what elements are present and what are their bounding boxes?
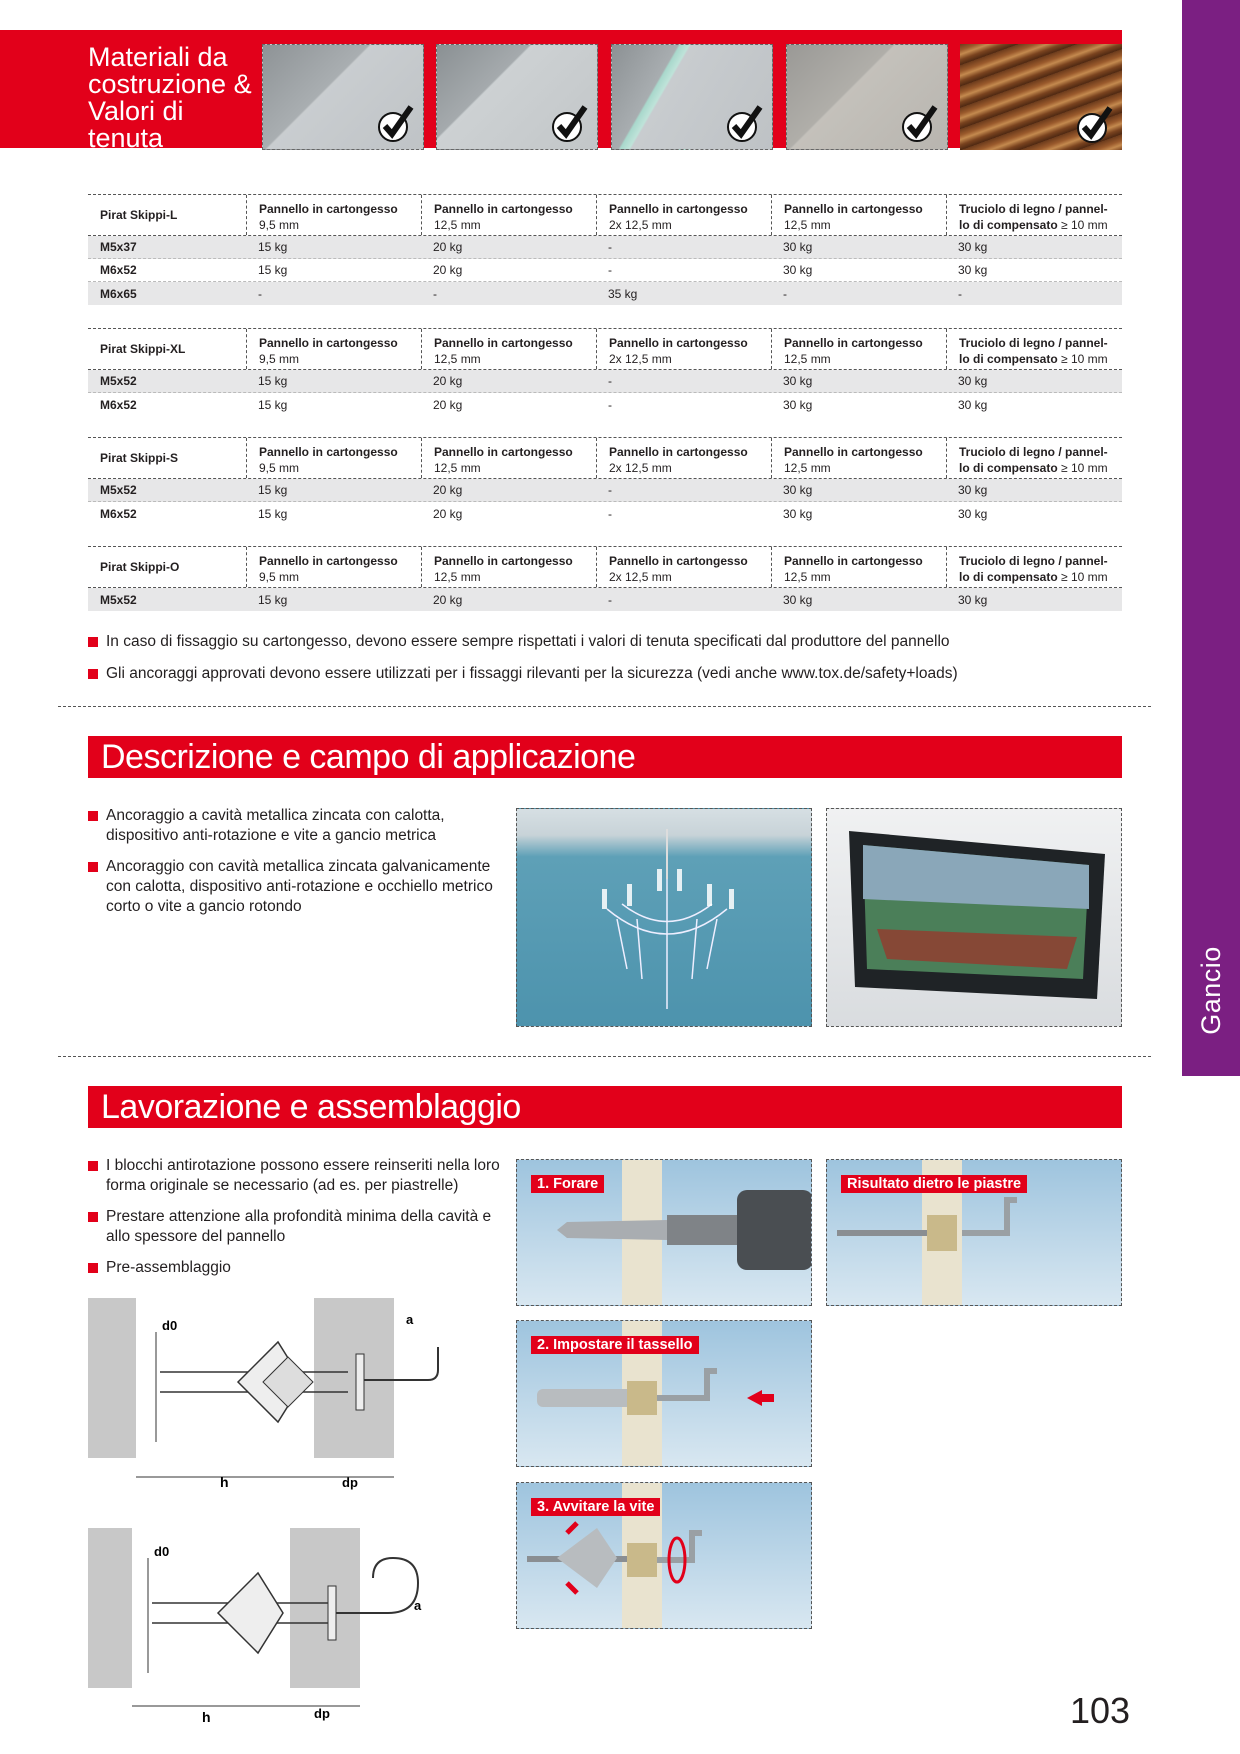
tv-photo	[826, 808, 1122, 1027]
table-row: M6x52 15 kg 20 kg - 30 kg 30 kg	[100, 506, 988, 521]
svg-text:d0: d0	[154, 1544, 170, 1559]
bullet-icon	[88, 811, 98, 821]
note-item: Gli ancoraggi approvati devono essere utilizzati per i fissaggi rilevanti per la sicurezza (vedi anche www.tox.de/safety+loads)	[88, 658, 1128, 690]
svg-text:dp: dp	[314, 1706, 330, 1721]
bullet-icon	[88, 1263, 98, 1273]
step-screw	[516, 1482, 812, 1629]
material-tile-chipboard	[786, 44, 948, 150]
section-title-assembly: Lavorazione e assemblaggio	[88, 1086, 1122, 1128]
bullet-icon	[88, 637, 98, 647]
table-header: Pirat Skippi-XL Pannello in cartongesso 9,5 mm Pannello in cartongesso 12,5 mm Pannello in cartongesso 2x 12,5 mm Pannello in cartongesso 12,5 mm Truciolo di legno / pannel- lo di compensato ≥ 10 mm	[88, 328, 1122, 370]
description-list	[88, 806, 508, 928]
load-table-skippi-s	[88, 437, 1122, 525]
step-label: 3. Avvitare la vite	[531, 1498, 660, 1516]
note-item: In caso di fissaggio su cartongesso, devono essere sempre rispettati i valori di tenuta specificati dal produttore del pannello	[88, 626, 1128, 658]
tv-image	[827, 809, 1122, 1027]
svg-text:a: a	[406, 1312, 414, 1327]
svg-text:d0: d0	[162, 1318, 178, 1333]
table-row: M5x37 15 kg 20 kg - 30 kg 30 kg	[88, 236, 1122, 259]
list-item: I blocchi antirotazione possono essere reinseriti nella loro forma originale se necessario (ad es. per piastrelle)	[88, 1156, 508, 1196]
table-row: M5x52 15 kg 20 kg - 30 kg 30 kg	[88, 588, 1122, 611]
material-tile-wood	[960, 44, 1122, 150]
eye-hook-dimension-diagram	[88, 1528, 468, 1728]
step-label: 2. Impostare il tassello	[531, 1336, 699, 1354]
section-title-description: Descrizione e campo di applicazione	[88, 736, 1122, 778]
product-name: Pirat Skippi-XL	[100, 342, 186, 356]
list-item: Prestare attenzione alla profondità minima della cavità e allo spessore del pannello	[88, 1207, 508, 1247]
table-header	[88, 194, 1122, 236]
svg-text:a: a	[414, 1598, 422, 1613]
chandelier-photo	[516, 808, 812, 1027]
side-tab	[1182, 0, 1240, 1076]
load-table-skippi-xl	[88, 328, 1122, 416]
check-icon	[1074, 104, 1114, 144]
svg-text:dp: dp	[342, 1475, 358, 1490]
material-tile-plasterboard-9-5	[262, 44, 424, 150]
step-result	[826, 1159, 1122, 1306]
product-name: Pirat Skippi-S	[100, 451, 179, 465]
check-icon	[375, 103, 415, 143]
header-title: Materiali da costruzione & Valori di tenuta	[88, 42, 252, 153]
list-item: Pre-assemblaggio	[88, 1258, 508, 1278]
chandelier-image	[517, 809, 812, 1027]
hook-dimension-diagram	[88, 1292, 468, 1492]
column-header: Pannello in cartongesso 12,5 mm	[771, 195, 946, 235]
page-number: 103	[1070, 1690, 1131, 1731]
bullet-icon	[88, 1212, 98, 1222]
step-label: Risultato dietro le piastre	[841, 1175, 1027, 1193]
bullet-icon	[88, 1161, 98, 1171]
product-name: Pirat Skippi-O	[100, 560, 180, 574]
product-name: Pirat Skippi-L	[100, 208, 178, 222]
table-row: M5x52 15 kg 20 kg - 30 kg 30 kg	[88, 479, 1122, 502]
list-item: Ancoraggio con cavità metallica zincata galvanicamente con calotta, dispositivo anti-rotazione e occhiello metrico corto o vite a gancio rotondo	[88, 857, 508, 917]
assembly-list	[88, 1156, 508, 1289]
list-item: Ancoraggio a cavità metallica zincata con calotta, dispositivo anti-rotazione e vite a gancio metrica	[88, 806, 508, 846]
table-header: Pirat Skippi-S Pannello in cartongesso 9,5 mm Pannello in cartongesso 12,5 mm Pannello in cartongesso 2x 12,5 mm Pannello in cartongesso 12,5 mm Truciolo di legno / pannel- lo di compensato ≥ 10 mm	[88, 437, 1122, 479]
bullet-icon	[88, 669, 98, 679]
column-header: Pannello in cartongesso 9,5 mm	[246, 195, 421, 235]
table-row: M6x52 15 kg 20 kg - 30 kg 30 kg	[88, 259, 1122, 282]
bullet-icon	[88, 862, 98, 872]
svg-text:h: h	[202, 1709, 211, 1725]
table-header: Pirat Skippi-O Pannello in cartongesso 9,5 mm Pannello in cartongesso 12,5 mm Pannello in cartongesso 2x 12,5 mm Pannello in cartongesso 12,5 mm Truciolo di legno / pannel- lo di compensato ≥ 10 mm	[88, 546, 1122, 588]
table-row: M6x65 - - 35 kg - -	[88, 282, 1122, 305]
table-row: M6x52 15 kg 20 kg - 30 kg 30 kg	[100, 397, 988, 412]
notes	[88, 626, 1128, 690]
check-icon	[724, 103, 764, 143]
step-set-anchor	[516, 1320, 812, 1467]
divider	[58, 706, 1151, 707]
column-header: Pannello in cartongesso 2x 12,5 mm	[596, 195, 771, 235]
svg-text:h: h	[220, 1474, 229, 1490]
step-drill	[516, 1159, 812, 1306]
divider	[58, 1056, 1151, 1057]
step-label: 1. Forare	[531, 1175, 604, 1193]
column-header: Truciolo di legno / pannel- lo di compensato ≥ 10 mm	[946, 195, 1122, 235]
material-tile-plasterboard-double	[611, 44, 773, 150]
check-icon	[899, 103, 939, 143]
column-header: Pannello in cartongesso 12,5 mm	[421, 195, 596, 235]
load-table-skippi-l	[88, 194, 1122, 305]
material-tile-plasterboard-12-5	[436, 44, 598, 150]
side-tab-label: Gancio	[1195, 945, 1226, 1035]
table-row: M5x52 15 kg 20 kg - 30 kg 30 kg	[88, 370, 1122, 393]
check-icon	[549, 103, 589, 143]
load-table-skippi-o	[88, 546, 1122, 611]
